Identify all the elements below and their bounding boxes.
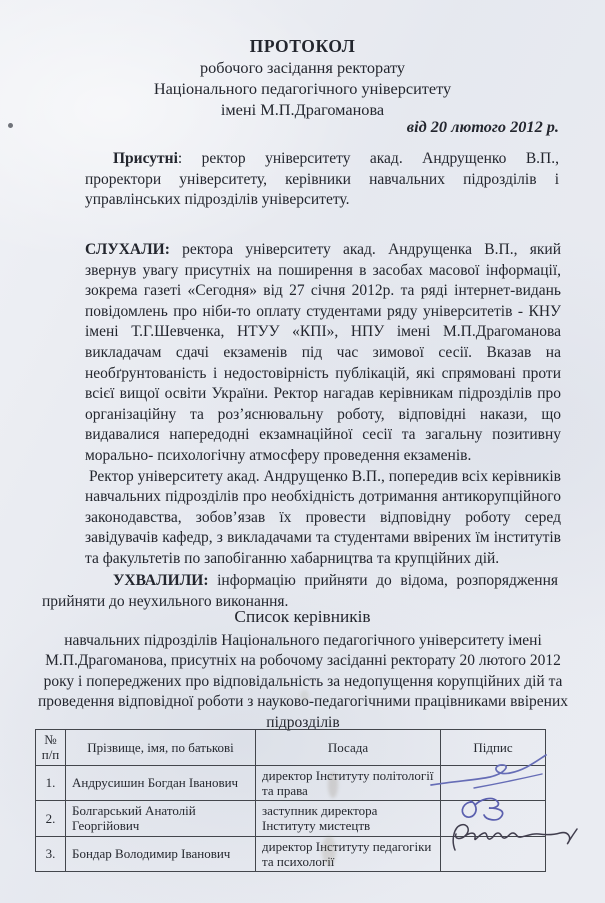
- present-text: : ректор університету акад. Андрущенко В.П., проректори університету, керівники навчальних підрозділів і управлінських підрозділів університету.: [85, 150, 559, 209]
- position-cell: заступник директора Інституту мистецтв: [256, 801, 441, 837]
- title-subline-group: [0, 58, 605, 120]
- present-paragraph: [85, 149, 559, 211]
- title-subline-3: імені М.П.Драгоманова: [220, 99, 385, 119]
- heard-section: [85, 240, 561, 570]
- resolved-text: інформацію прийняти до відома, розпорядження прийняти до неухильного виконання.: [42, 572, 558, 610]
- heard-paragraph: [85, 240, 561, 467]
- paper-stain: [300, 690, 309, 702]
- signature-cell: [441, 836, 546, 872]
- page-title: ПРОТОКОЛ: [249, 36, 356, 56]
- position-cell: директор Інституту педагогіки та психології: [256, 836, 441, 872]
- list-title: Список керівників: [234, 607, 371, 626]
- row-number-cell: 2.: [36, 801, 66, 837]
- present-label: Присутні: [113, 150, 178, 167]
- heard-text: ректора університету акад. Андрущенка В.П., який звернув увагу присутніх на поширення в засобах масової інформації, зокрема газеті «Сегодня» від 27 січня 2012р. та ряді інтернет-видань повідомлень про ніби-то оплату студентами ряду університетів - КНУ імені Т.Г.Шевченка, НТУУ «КПІ», НПУ імені М.П.Драгоманова викладачам сдачі екзаменів під час зимової сесії. Вказав на необґрунтованість і недостовірність публікацій, які спрямовані проти всієї вищої освіти України. Ректор нагадав керівникам підрозділів про організаційну та роз’яснювальну роботу, відповідні накази, що видавалися напередодні екзамнаційної сесії та загальну позитивну морально- психологічну атмосферу проведення екзаменів.: [85, 241, 561, 464]
- protocol-date: від 20 лютого 2012 р.: [406, 117, 559, 136]
- heard-paragraph-2: Ректор університету акад. Андрущенко В.П., попередив всіх керівників навчальних підрозділів про необхідність дотримання антикорупційного законодавства, зобов’язав їх провести відповідну роботу серед завідувачів кафедр, з викладачами та студентами ввірених їм інститутів та факультетів по запобіганню хабарництва та крупційних дій.: [85, 467, 561, 567]
- paper-stain: [328, 772, 338, 798]
- header-cell-position: Посада: [256, 730, 441, 766]
- signature-cell: [441, 801, 546, 837]
- name-cell: Андрусишин Богдан Іванович: [66, 765, 256, 801]
- header-cell-name: Прізвище, імя, по батькові: [66, 730, 256, 766]
- header-cell-num: № п/п: [36, 730, 66, 766]
- signatories-table: [35, 729, 546, 872]
- list-subtitle: навчальних підрозділів Національного педагогічного університету імені М.П.Драгоманова, присутніх на робочому засіданні ректорату 20 лютого 2012 року і попереджених про відповідальність за недопущення корупційних дій та проведення відповідної роботи з науково-педагогічними працівниками ввірених підрозділів: [38, 632, 568, 731]
- resolved-label: УХВАЛИЛИ:: [113, 572, 209, 589]
- ink-speck: [8, 123, 13, 128]
- name-cell: Бондар Володимир Іванович: [66, 836, 256, 872]
- heard-label: СЛУХАЛИ:: [85, 241, 170, 258]
- name-cell: Болгарський Анатолій Георгійович: [66, 801, 256, 837]
- position-cell: директор Інституту політології та права: [256, 765, 441, 801]
- signature-cell: [441, 765, 546, 801]
- table-row: [36, 836, 546, 872]
- table-row: [36, 765, 546, 801]
- table-header-row: [36, 730, 546, 766]
- table-row: [36, 801, 546, 837]
- paper-stain: [322, 836, 336, 866]
- row-number-cell: 3.: [36, 836, 66, 872]
- title-subline-1: робочого засідання ректорату: [199, 58, 406, 77]
- resolved-paragraph: [42, 571, 558, 612]
- header-cell-signature: Підпис: [441, 730, 546, 766]
- title-subline-2: Національного педагогічного університету: [153, 78, 452, 98]
- row-number-cell: 1.: [36, 765, 66, 801]
